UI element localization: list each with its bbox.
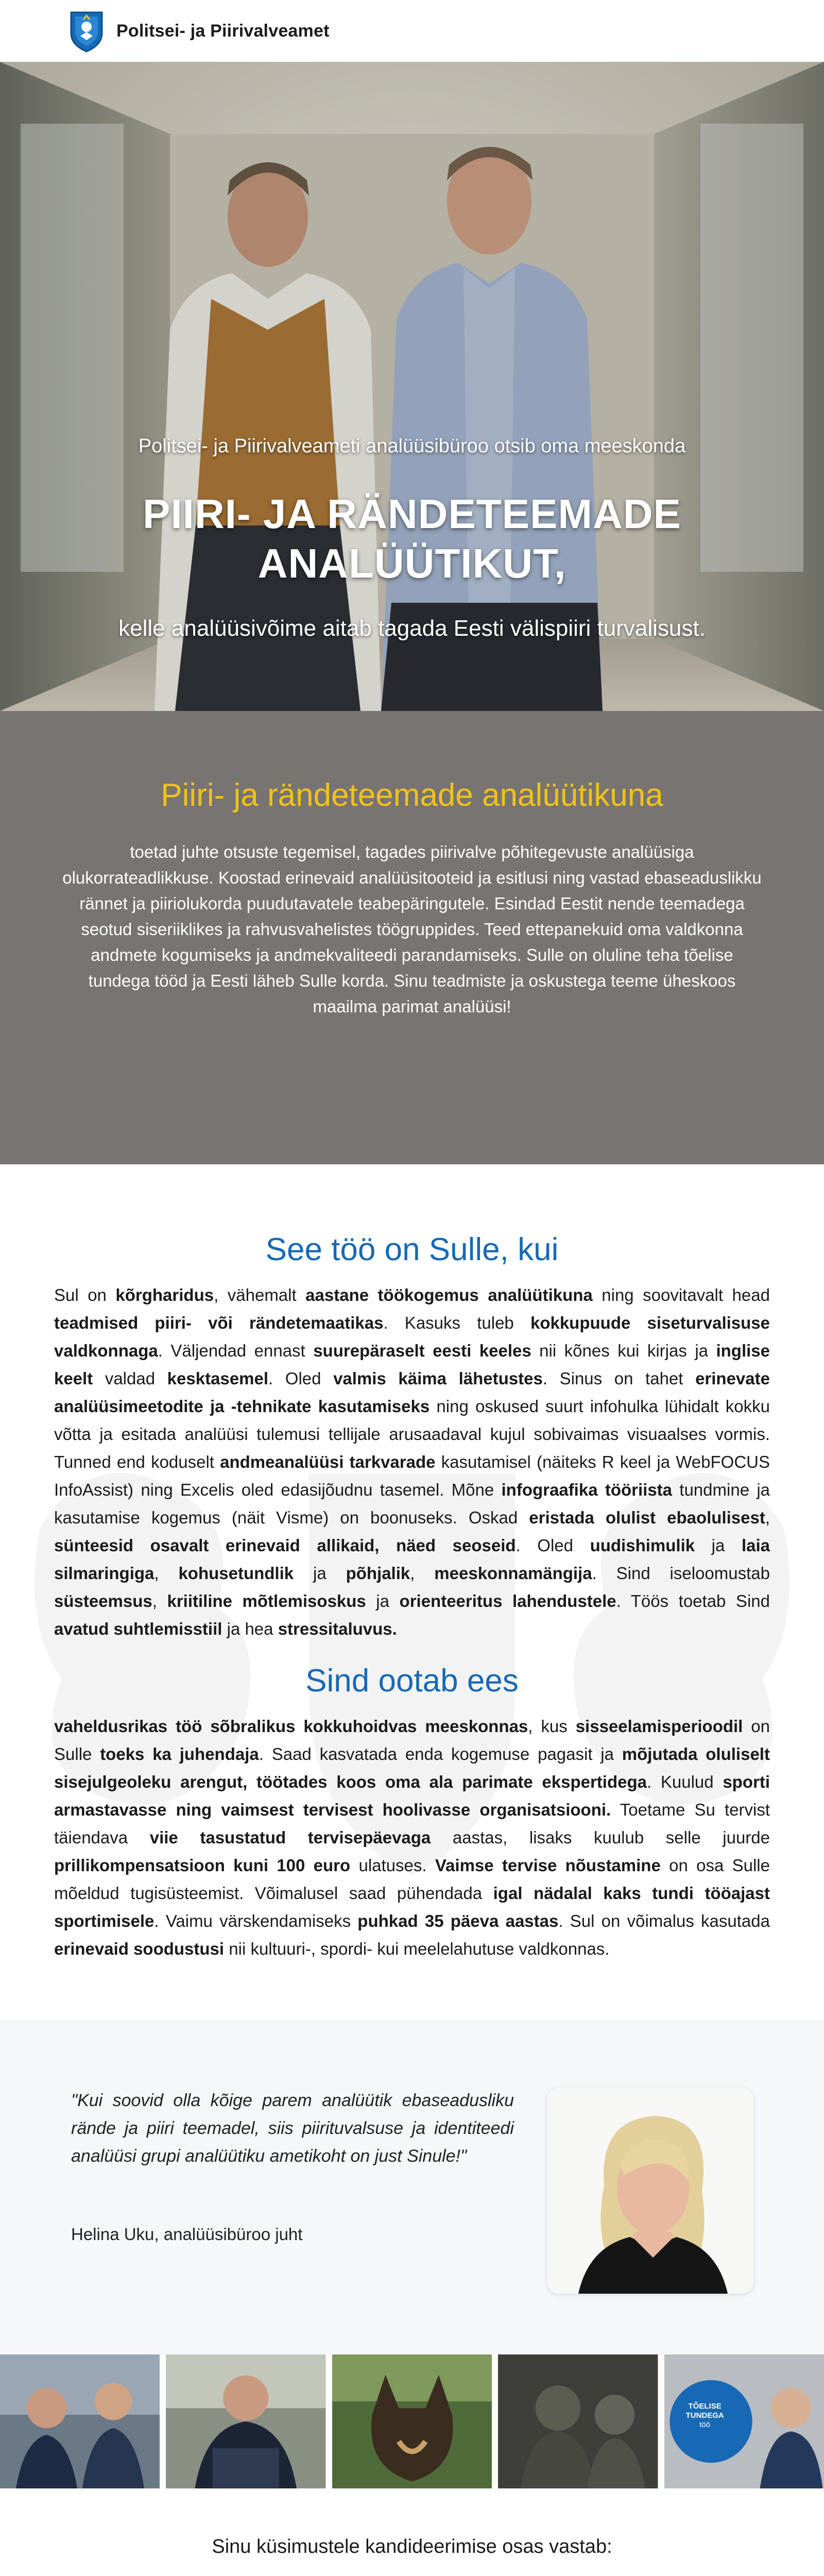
body-text: , kus	[528, 1717, 576, 1736]
body-text: ulatuses.	[350, 1856, 435, 1875]
section-title-requirements: See töö on Sulle, kui	[265, 1232, 559, 1267]
emphasis-text: laia silmaringiga	[54, 1536, 770, 1583]
badge-line2: TUNDEGA	[685, 2411, 724, 2420]
emphasis-text: andmeanalüüsi tarkvarade	[220, 1452, 436, 1471]
body-text: . Kuulud	[646, 1772, 723, 1791]
body-text: on Sulle	[54, 1717, 770, 1764]
body-text: tundmine ja kasutamise kogemus (näit Visme) on boonuseks. Oskad	[54, 1480, 770, 1527]
emphasis-text: avatud suhtlemisstiil	[54, 1619, 222, 1638]
emphasis-text: erinevaid soodustusi	[54, 1939, 225, 1958]
body-text: nii kultuuri-, spordi- kui meelelahutuse valdkonnas.	[224, 1939, 610, 1958]
emphasis-text: põhjalik	[346, 1564, 410, 1583]
hero-title-line1: PIIRI- JA RÄNDETEEMADE	[143, 491, 681, 537]
benefits-text	[54, 1713, 770, 1963]
body-text: . Sul on võimalus kasutada	[558, 1911, 770, 1930]
contact-section	[0, 2488, 824, 2576]
hero-title-line2: ANALÜÜTIKUT,	[258, 540, 566, 586]
body-text: on osa Sulle mõeldud tugisüsteemist. Võimalusel saad pühendada	[54, 1856, 770, 1903]
badge-line1: TÕELISE	[688, 2402, 722, 2411]
emphasis-text: kokkupuude siseturvalisuse valdkonnaga	[54, 1313, 770, 1360]
body-text: . Vaimu värskendamiseks	[154, 1911, 358, 1930]
badge-text	[675, 2402, 735, 2430]
emphasis-text: stressitaluvus.	[278, 1619, 397, 1638]
emphasis-text: igal nädalal kaks tundi tööajast sportimisele	[54, 1884, 770, 1930]
badge-line3: töö	[699, 2420, 711, 2429]
hero-tagline: kelle analüüsivõime aitab tagada Eesti välispiiri turvalisust.	[118, 616, 706, 641]
emphasis-text: Vaimse tervise nõustamine	[435, 1856, 661, 1875]
body-text: Sul on	[54, 1285, 116, 1304]
body-text: . Saad kasvatada enda kogemuse pagasit ja	[259, 1744, 622, 1764]
body-text: ja	[366, 1591, 400, 1611]
requirements-text	[54, 1281, 770, 1643]
emphasis-text: sünteesid osavalt erinevaid allikaid, näed seoseid	[54, 1536, 516, 1555]
body-text: . Töös toetab Sind	[616, 1591, 770, 1611]
body-text: . Kasuks tuleb	[383, 1313, 530, 1332]
body-text: ning soovitavalt head	[592, 1285, 770, 1304]
strip-photo-officer	[166, 2354, 325, 2488]
emphasis-text: infograafika tööriista	[501, 1480, 673, 1499]
emphasis-text: suurepäraselt eesti keeles	[313, 1341, 531, 1360]
emphasis-text: aastane töökogemus analüütikuna	[305, 1285, 593, 1304]
strip-photo-special-forces	[498, 2354, 658, 2488]
photo-strip	[0, 2354, 824, 2488]
hero-title	[0, 489, 824, 588]
body-text: ,	[154, 1564, 179, 1583]
emphasis-text: valmis käima lähetustes	[333, 1369, 543, 1388]
emphasis-text: inglise keelt	[54, 1341, 770, 1388]
emphasis-text: kohusetundlik	[178, 1564, 294, 1583]
quote-author: Helina Uku, analüüsibüroo juht	[71, 2225, 303, 2244]
body-text: ja hea	[222, 1619, 278, 1638]
hero-photo	[0, 62, 824, 711]
site-header	[0, 0, 824, 62]
body-text: ja	[294, 1564, 346, 1583]
body-text: valdad	[93, 1369, 167, 1388]
body-text: Toetame Su tervist täiendava	[54, 1800, 770, 1847]
intro-heading: Piiri- ja rändeteemade analüütikuna	[161, 777, 663, 813]
emphasis-text: kriitiline mõtlemisoskus	[167, 1591, 366, 1611]
body-text: ,	[765, 1508, 770, 1527]
intro-section	[0, 711, 824, 1164]
body-text: kasutamisel (näiteks R keel ja WebFOCUS InfoAssist) ning Excelis oled edasijõudnu tasemel. Mõne	[54, 1452, 770, 1499]
emphasis-text: teadmised piiri- või rändetemaatikas	[54, 1313, 384, 1332]
body-text: . Sinus on tahet	[542, 1369, 696, 1388]
emphasis-text: süsteemsus	[54, 1591, 152, 1611]
quote-author-photo	[547, 2088, 753, 2294]
emphasis-text: sporti armastavasse ning vaimsest tervisest hoolivasse organisatsiooni.	[54, 1772, 770, 1819]
body-text: . Oled	[516, 1536, 590, 1555]
strip-photo-dog	[332, 2354, 492, 2488]
crest-icon	[68, 9, 105, 53]
intro-body: toetad juhte otsuste tegemisel, tagades piirivalve põhitegevuste analüüsiga olukorrateadlikkuse. Koostad erinevaid analüüsitooteid ja esitlusi ning vastad ebaseaduslikku rännet ja piiriolukorda puudutavatele teabepäringutele. Esindad Eestit nende teemadega seotud siseriiklikes ja rahvusvahelistes töögruppides. Teed ettepanekuid oma valdkonna andmete kogumiseks ja andmekvaliteedi parandamiseks. Sulle on oluline teha tõelise tundega tööd ja Eesti läheb Sulle korda. Sinu teadmiste ja oskustega teeme üheskoos maailma parimat analüüsi!	[62, 842, 762, 1016]
body-text: aastas, lisaks kuulub selle juurde	[431, 1828, 770, 1847]
emphasis-text: sisseelamisperioodil	[575, 1717, 743, 1736]
body-text: . Sind iseloomustab	[592, 1564, 770, 1583]
contact-heading: Sinu küsimustele kandideerimise osas vastab:	[212, 2536, 612, 2557]
main-content	[0, 1164, 824, 2020]
emphasis-text: erinevate analüüsimeetodite ja -tehnikate kasutamiseks	[54, 1369, 770, 1416]
quote-section	[0, 2020, 824, 2354]
body-text: nii kõnes kui kirjas ja	[531, 1341, 716, 1360]
emphasis-text: meeskonnamängija	[434, 1564, 592, 1583]
emphasis-text: orienteeritus lahendustele	[399, 1591, 616, 1611]
body-text: ,	[410, 1564, 435, 1583]
hero-banner	[0, 62, 824, 711]
body-text: ning oskused suurt infohulka lühidalt kokku võtta ja esitada analüüsi tulemusi tellijale arusaadaval kujul sobivaimas visuaalses vormis. Tunned end koduselt	[54, 1397, 770, 1471]
body-text: ja	[695, 1536, 742, 1555]
brand-logo-link[interactable]	[68, 9, 330, 53]
body-text: . Väljendad ennast	[158, 1341, 314, 1360]
section-title-benefits: Sind ootab ees	[305, 1663, 519, 1699]
body-text: , vähemalt	[214, 1285, 306, 1304]
emphasis-text: uudishimulik	[590, 1536, 695, 1555]
hero-subtitle: Politsei- ja Piirivalveameti analüüsibüroo otsib oma meeskonda	[138, 435, 686, 457]
body-text: ,	[152, 1591, 167, 1611]
emphasis-text: mõjutada oluliselt sisejulgeoleku arengut, töötades koos oma ala parimate ekspertidega	[54, 1744, 770, 1791]
body-text: . Oled	[268, 1369, 334, 1388]
emphasis-text: vaheldusrikas töö sõbralikus kokkuhoidvas meeskonnas	[54, 1717, 528, 1736]
quote-text: "Kui soovid olla kõige parem analüütik ebaseadusliku rände ja piiri teemadel, siis piirituvalsuse ja identiteedi analüüsi grupi analüütiku ametikoht on just Sinule!"	[71, 2091, 514, 2166]
emphasis-text: puhkad 35 päeva aastas	[357, 1911, 559, 1930]
emphasis-text: eristada olulist ebaolulisest	[529, 1508, 765, 1527]
emphasis-text: viie tasustatud tervisepäevaga	[149, 1828, 431, 1847]
emphasis-text: kesktasemel	[167, 1369, 268, 1388]
portrait-icon	[547, 2088, 753, 2294]
emphasis-text: kõrgharidus	[115, 1285, 214, 1304]
emphasis-text: toeks ka juhendaja	[100, 1744, 259, 1764]
strip-photo-badge	[664, 2354, 824, 2488]
brand-name: Politsei- ja Piirivalveamet	[116, 21, 330, 41]
emphasis-text: prillikompensatsioon kuni 100 euro	[54, 1856, 351, 1875]
strip-photo-officers	[0, 2354, 160, 2488]
